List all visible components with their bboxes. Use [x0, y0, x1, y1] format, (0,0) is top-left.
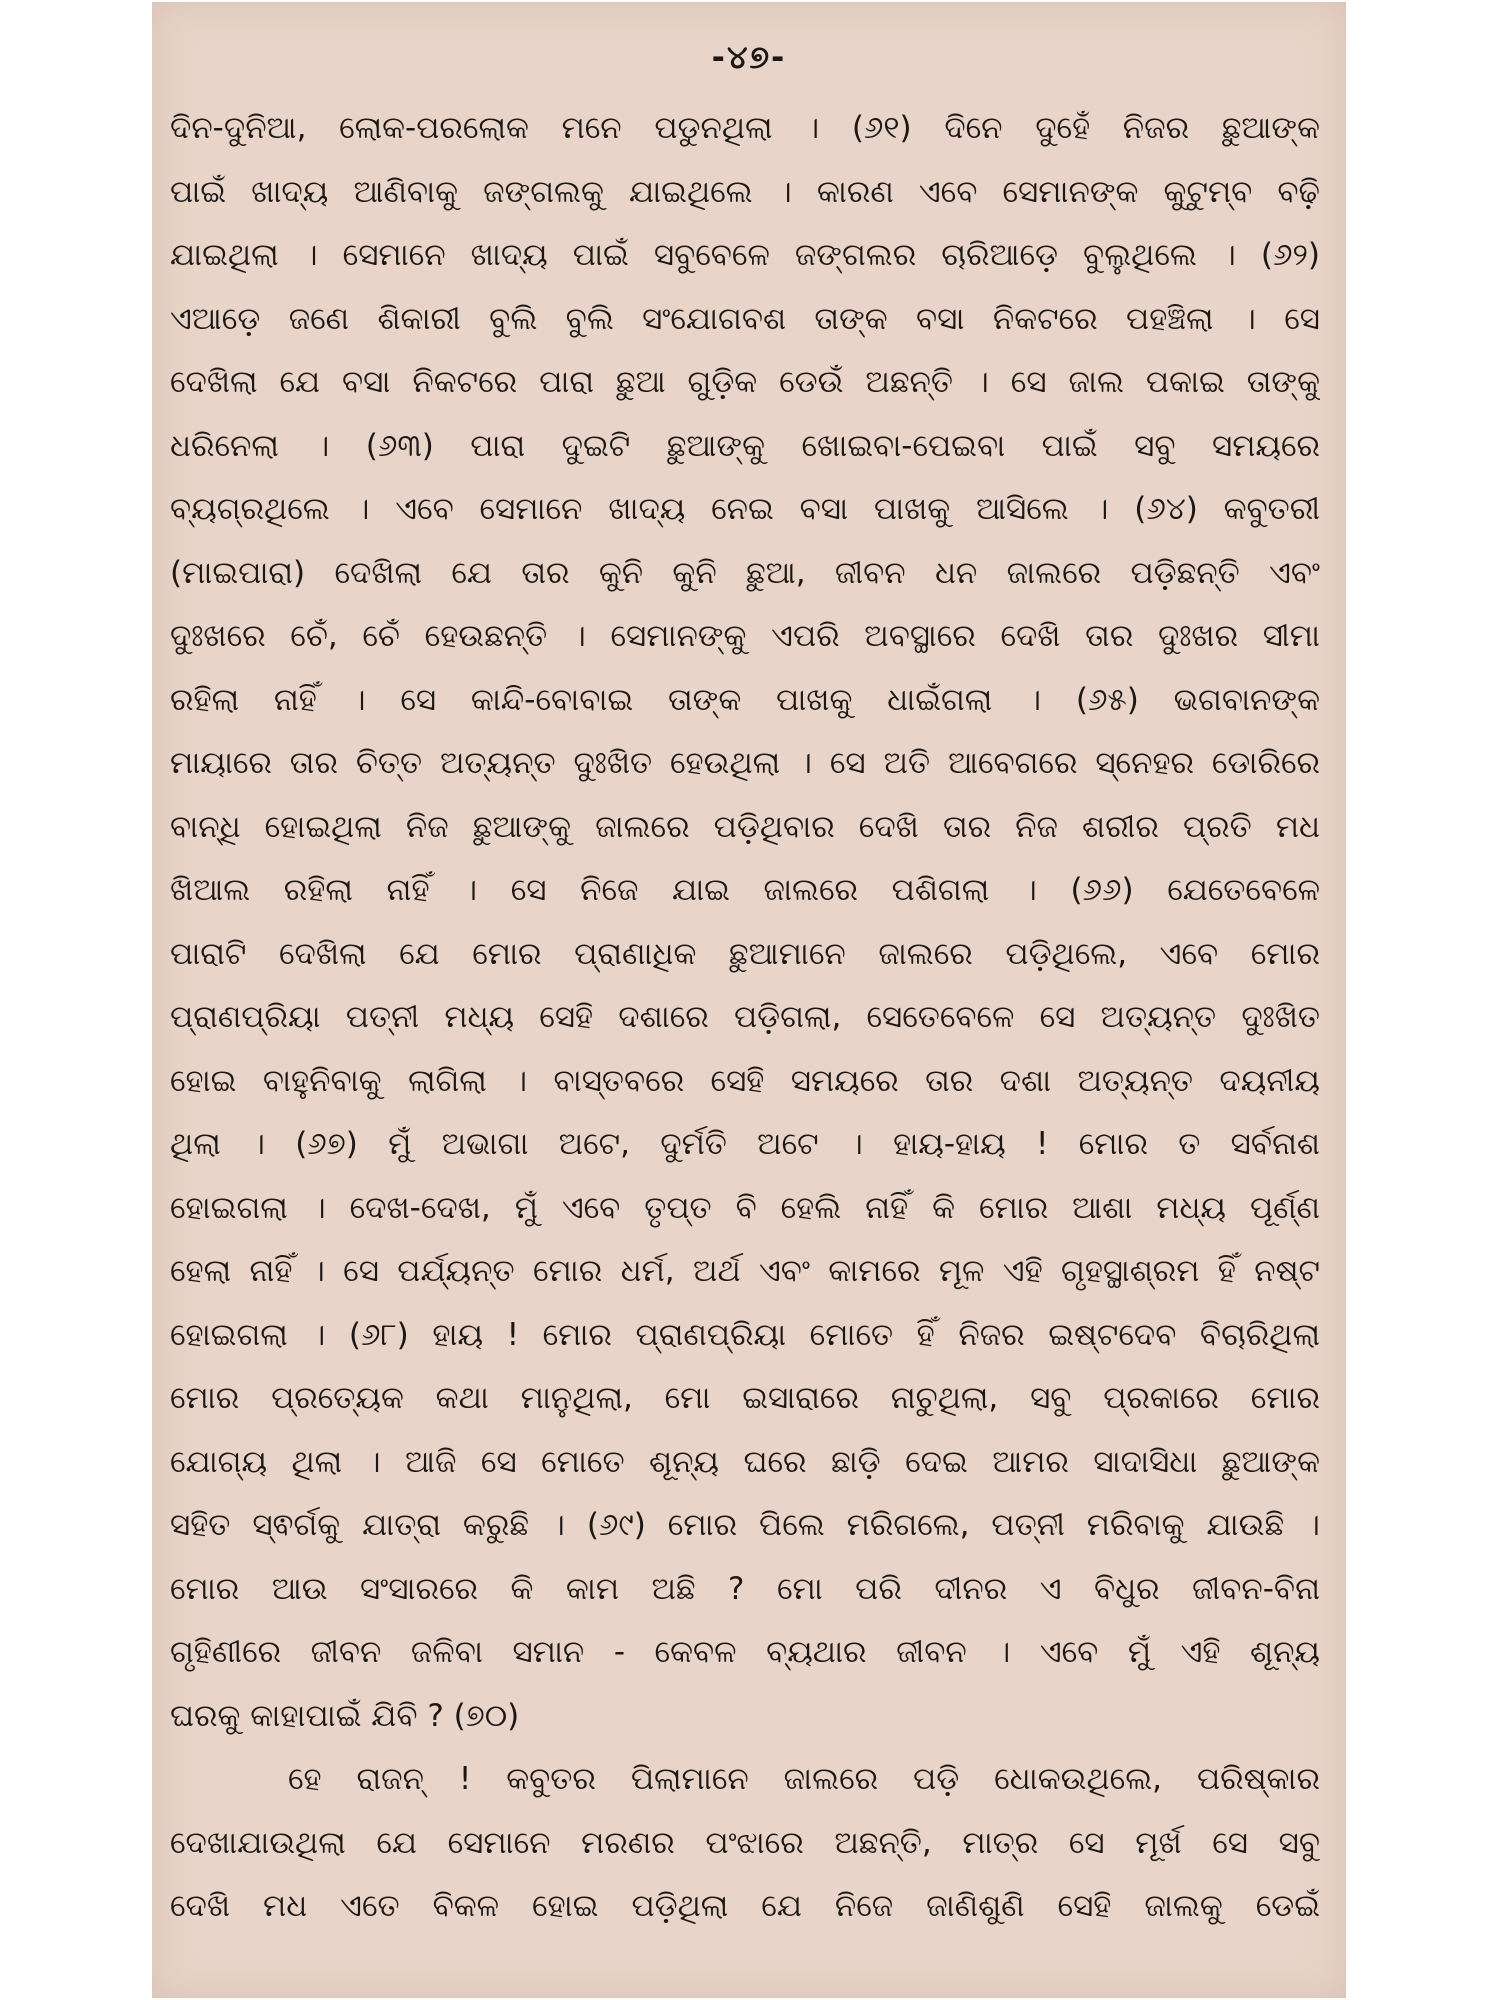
text-line: ରହିଲା ନାହିଁ । ସେ କାନ୍ଦି-ବୋବାଇ ତାଙ୍କ ପାଖକୁ ଧାଇଁଗଲା । (୬୫) ଭଗବାନଙ୍କ	[170, 681, 1320, 718]
text-line: ବାନ୍ଧି ହୋଇଥିଲା ନିଜ ଛୁଆଙ୍କୁ ଜାଲରେ ପଡ଼ିଥିବାର ଦେଖି ତାର ନିଜ ଶରୀର ପ୍ରତି ମଧ	[170, 808, 1320, 845]
text-line: ପ୍ରାଣପ୍ରିୟା ପତ୍ନୀ ମଧ୍ୟ ସେହି ଦଶାରେ ପଡ଼ିଗଲା, ସେତେବେଳେ ସେ ଅତ୍ୟନ୍ତ ଦୁଃଖିତ	[170, 999, 1320, 1035]
text-line: ପାରାଟି ଦେଖିଲା ଯେ ମୋର ପ୍ରାଣାଧିକ ଛୁଆମାନେ ଜାଲରେ ପଡ଼ିଥିଲେ, ଏବେ ମୋର	[170, 935, 1320, 972]
text-line: ହୋଇଗଲା । (୬୮) ହାୟ ! ମୋର ପ୍ରାଣପ୍ରିୟା ମୋତେ ହିଁ ନିଜର ଇଷ୍ଟଦେବ ବିଚାରିଥିଲା	[170, 1316, 1320, 1353]
text-line: ଥିଲା । (୬୭) ମୁଁ ଅଭାଗା ଅଟେ, ଦୁର୍ମତି ଅଟେ । ହାୟ-ହାୟ ! ମୋର ତ ସର୍ବନାଶ	[170, 1126, 1320, 1162]
book-page	[152, 2, 1346, 1998]
text-line: ବ୍ୟଗ୍ରଥିଲେ । ଏବେ ସେମାନେ ଖାଦ୍ୟ ନେଇ ବସା ପାଖକୁ ଆସିଲେ । (୬୪) କବୁତରୀ	[170, 491, 1320, 527]
text-line: ହେଲା ନାହିଁ । ସେ ପର୍ଯ୍ୟନ୍ତ ମୋର ଧର୍ମ, ଅର୍ଥ ଏବଂ କାମରେ ମୂଳ ଏହି ଗୃହସ୍ଥାଶ୍ରମ ହିଁ ନଷ୍ଟ	[170, 1253, 1320, 1289]
page-body-text	[170, 97, 1320, 1939]
page-number: -୪୭-	[711, 38, 787, 76]
text-line: ମୋର ପ୍ରତ୍ୟେକ କଥା ମାନୁଥିଲା, ମୋ ଇସାରାରେ ନାଚୁଥିଲା, ସବୁ ପ୍ରକାରେ ମୋର	[170, 1380, 1320, 1416]
text-line: (ମାଇପାରା) ଦେଖିଲା ଯେ ତାର କୁନି କୁନି ଛୁଆ, ଜୀବନ ଧନ ଜାଲରେ ପଡ଼ିଛନ୍ତି ଏବଂ	[170, 554, 1320, 591]
text-line: ପାଇଁ ଖାଦ୍ୟ ଆଣିବାକୁ ଜଙ୍ଗଲକୁ ଯାଇଥିଲେ । କାରଣ ଏବେ ସେମାନଙ୍କ କୁଟୁମ୍ବ ବଢ଼ି	[170, 173, 1320, 210]
text-line: ଧରିନେଲା । (୬୩) ପାରା ଦୁଇଟି ଛୁଆଙ୍କୁ ଖୋଇବା-ପେଇବା ପାଇଁ ସବୁ ସମୟରେ	[170, 427, 1320, 464]
paragraph-start-line: ହେ ରାଜନ୍ ! କବୁତର ପିଲାମାନେ ଜାଲରେ ପଡ଼ି ଧୋକଉଥିଲେ, ପରିଷ୍କାର	[288, 1761, 1320, 1797]
text-line: ଦେଖି ମଧ ଏତେ ବିକଳ ହୋଇ ପଡ଼ିଥିଲା ଯେ ନିଜେ ଜାଣିଶୁଣି ସେହି ଜାଲକୁ ଡେଇଁ	[170, 1888, 1320, 1924]
text-line: ଦେଖିଲା ଯେ ବସା ନିକଟରେ ପାରା ଛୁଆ ଗୁଡ଼ିକ ଡେଉଁ ଅଛନ୍ତି । ସେ ଜାଲ ପକାଇ ତାଙ୍କୁ	[170, 364, 1320, 400]
paragraph-end-line: ଘରକୁ କାହାପାଇଁ ଯିବି ? (୭୦)	[170, 1697, 520, 1734]
text-line: ଦିନ-ଦୁନିଆ, ଲୋକ-ପରଲୋକ ମନେ ପଡୁନଥିଲା । (୬୧) ଦିନେ ଦୁହେଁ ନିଜର ଛୁଆଙ୍କ	[170, 110, 1320, 146]
text-line: ଦୁଃଖରେ ଚେଁ, ଚେଁ ହେଉଛନ୍ତି । ସେମାନଙ୍କୁ ଏପରି ଅବସ୍ଥାରେ ଦେଖି ତାର ଦୁଃଖର ସୀମା	[170, 618, 1320, 654]
text-line: ମାୟାରେ ତାର ଚିତ୍ତ ଅତ୍ୟନ୍ତ ଦୁଃଖିତ ହେଉଥିଲା । ସେ ଅତି ଆବେଗରେ ସ୍ନେହର ଡୋରିରେ	[170, 745, 1320, 781]
text-line: ମୋର ଆଉ ସଂସାରରେ କି କାମ ଅଛି ? ମୋ ପରି ଦୀନର ଏ ବିଧୁର ଜୀବନ-ବିନା	[170, 1570, 1320, 1607]
text-line: ସହିତ ସ୍ଵର୍ଗକୁ ଯାତ୍ରା କରୁଛି । (୬୯) ମୋର ପିଲେ ମରିଗଲେ, ପତ୍ନୀ ମରିବାକୁ ଯାଉଛି ।	[170, 1507, 1320, 1543]
text-line: ଏଆଡ଼େ ଜଣେ ଶିକାରୀ ବୁଲି ବୁଲି ସଂଯୋଗବଶ ତାଙ୍କ ବସା ନିକଟରେ ପହଞ୍ଚିଲା । ସେ	[170, 300, 1320, 337]
text-line: ଯୋଗ୍ୟ ଥିଲା । ଆଜି ସେ ମୋତେ ଶୂନ୍ୟ ଘରେ ଛାଡ଼ି ଦେଇ ଆମର ସାଦାସିଧା ଛୁଆଙ୍କ	[170, 1443, 1320, 1480]
text-line: ଦେଖାଯାଉଥିଲା ଯେ ସେମାନେ ମରଣର ପଂଝାରେ ଅଛନ୍ତି, ମାତ୍ର ସେ ମୂର୍ଖ ସେ ସବୁ	[170, 1824, 1320, 1861]
text-line: ଖିଆଲ ରହିଲା ନାହିଁ । ସେ ନିଜେ ଯାଇ ଜାଲରେ ପଶିଗଲା । (୬୬) ଯେତେବେଳେ	[170, 872, 1320, 908]
text-line: ହୋଇ ବାହୁନିବାକୁ ଲାଗିଲା । ବାସ୍ତବରେ ସେହି ସମୟରେ ତାର ଦଶା ଅତ୍ୟନ୍ତ ଦୟନୀୟ	[170, 1062, 1320, 1099]
text-line: ହୋଇଗଲା । ଦେଖ-ଦେଖ, ମୁଁ ଏବେ ତୃପ୍ତ ବି ହେଲି ନାହିଁ କି ମୋର ଆଶା ମଧ୍ୟ ପୂର୍ଣ୍ଣ	[170, 1189, 1320, 1226]
text-line: ଯାଇଥିଲା । ସେମାନେ ଖାଦ୍ୟ ପାଇଁ ସବୁବେଳେ ଜଙ୍ଗଲର ଚାରିଆଡ଼େ ବୁଲୁଥିଲେ । (୬୨)	[170, 237, 1320, 273]
text-line: ଗୃହିଣୀରେ ଜୀବନ ଜଳିବା ସମାନ - କେବଳ ବ୍ୟଥାର ଜୀବନ । ଏବେ ମୁଁ ଏହି ଶୂନ୍ୟ	[170, 1634, 1320, 1670]
